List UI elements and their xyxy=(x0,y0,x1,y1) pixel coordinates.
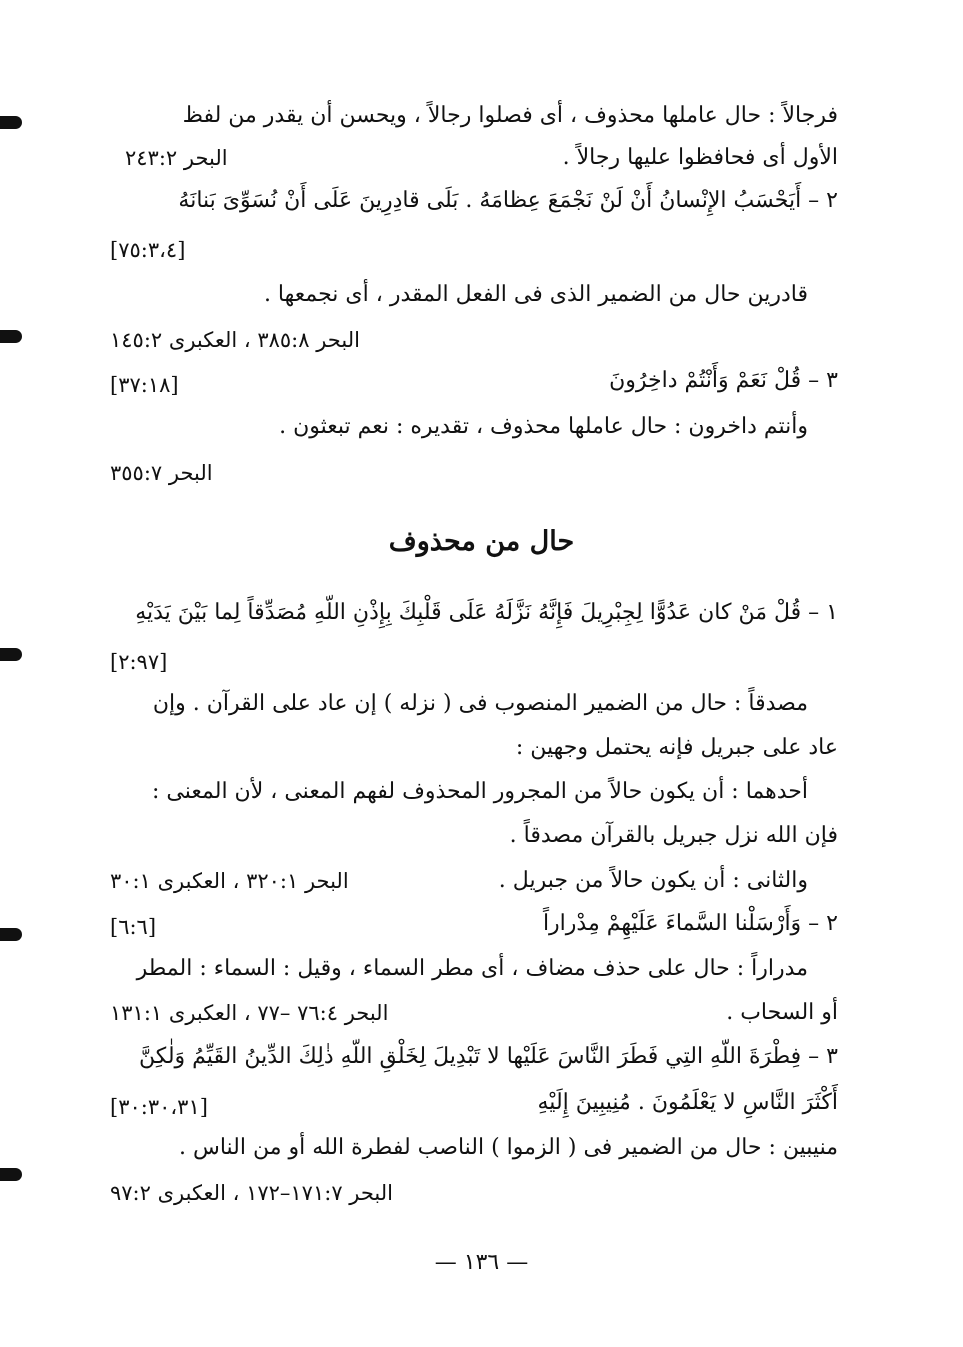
verse-reference: [٧٥:٣،٤] xyxy=(110,238,186,262)
text-line: فرجالاً : حال عاملها محذوف ، أى فصلوا رجالاً ، ويحسن أن يقدر من لفظ xyxy=(182,103,838,128)
verse-reference: [٣٧:١٨] xyxy=(110,373,179,397)
verse-reference: [٢:٩٧] xyxy=(110,650,168,674)
text-line: أحدهما : أن يكون حالاً من المجرور المحذوف لفهم المعنى ، لأن المعنى : xyxy=(152,779,808,804)
verse-line: أَكْثَرَ النَّاسِ لا يَعْلَمُونَ . مُنِيبِينَ إِلَيْهِ xyxy=(537,1090,838,1115)
text-line: فإن الله نزل جبريل بالقرآن مصدقاً . xyxy=(509,823,838,848)
scan-mark xyxy=(0,928,22,941)
text-line: عاد على جبريل فإنه يحتمل وجهين : xyxy=(515,735,838,760)
citation: البحر ٣٨٥:٨ ، العكبرى ١٤٥:٢ xyxy=(110,328,360,352)
text-line: الأول أى فحافظوا عليها رجالاً . xyxy=(562,145,838,170)
text-line: قادرين حال من الضمير الذى فى الفعل المقدر ، أى نجمعها . xyxy=(263,282,808,307)
verse-line: ١ – قُلْ مَنْ كان عَدُوًّا لِجِبْرِيلَ فَإِنَّهُ نَزَّلَهُ عَلَى قَلْبِكَ بِإِذْنِ اللّهِ مُصَدِّقاً لِما بَيْنَ يَدَيْهِ xyxy=(135,600,838,625)
text-line: أو السحاب . xyxy=(726,1000,838,1025)
text-line: مصدقاً : حال من الضمير المنصوب فى ( نزله ) إن عاد على القرآن . وإن xyxy=(152,691,808,716)
scan-mark xyxy=(0,116,22,129)
scan-mark xyxy=(0,1168,22,1181)
text-line: والثانى : أن يكون حالاً من جبريل . xyxy=(498,868,808,893)
scan-mark xyxy=(0,648,22,661)
citation: البحر ٢٤٣:٢ xyxy=(125,146,228,170)
verse-line: ٢ – وَأَرْسَلْنا السَّماءَ عَلَيْهِمْ مِدْراراً xyxy=(542,911,838,936)
page-number: — ١٣٦ — xyxy=(434,1250,529,1275)
section-heading: حال من محذوف xyxy=(388,526,575,557)
verse-line: ٣ – فِطْرَةَ اللّهِ التِي فَطَرَ النَّاسَ عَلَيْها لا تَبْدِيلَ لِخَلْقِ اللّهِ ذٰلِكَ الدِّينُ القَيِّمُ وَلٰكِنَّ xyxy=(138,1044,838,1069)
text-line: مدراراً : حال على حذف مضاف ، أى مطر السماء ، وقيل : السماء : المطر xyxy=(136,956,808,981)
scan-mark xyxy=(0,330,22,343)
verse-line: ٢ – أَيَحْسَبُ الإِنْسانُ أَنْ لَنْ نَجْمَعَ عِظامَهُ . بَلَى قادِرِينَ عَلَى أَنْ نُسَوِّىَ بَنانَهُ xyxy=(178,188,838,213)
verse-reference: [٣٠:٣٠،٣١] xyxy=(110,1095,208,1119)
verse-reference: [٦:٦] xyxy=(110,915,157,939)
citation: البحر ٣٥٥:٧ xyxy=(110,461,213,485)
text-line: منيبين : حال من الضمير فى ( الزموا ) الناصب لفطرة الله أو من الناس . xyxy=(179,1135,838,1160)
citation: البحر ٧٦:٤ –٧٧ ، العكبرى ١٣١:١ xyxy=(110,1001,389,1025)
citation: البحر ١٧١:٧–١٧٢ ، العكبرى ٩٧:٢ xyxy=(110,1181,393,1205)
text-line: وأنتم داخرون : حال عاملها محذوف ، تقديره : نعم تبعثون . xyxy=(279,414,808,439)
citation: البحر ٣٢٠:١ ، العكبرى ٣٠:١ xyxy=(110,869,349,893)
verse-line: ٣ – قُلْ نَعَمْ وَأَنْتُمْ داخِرُونَ xyxy=(609,368,838,393)
